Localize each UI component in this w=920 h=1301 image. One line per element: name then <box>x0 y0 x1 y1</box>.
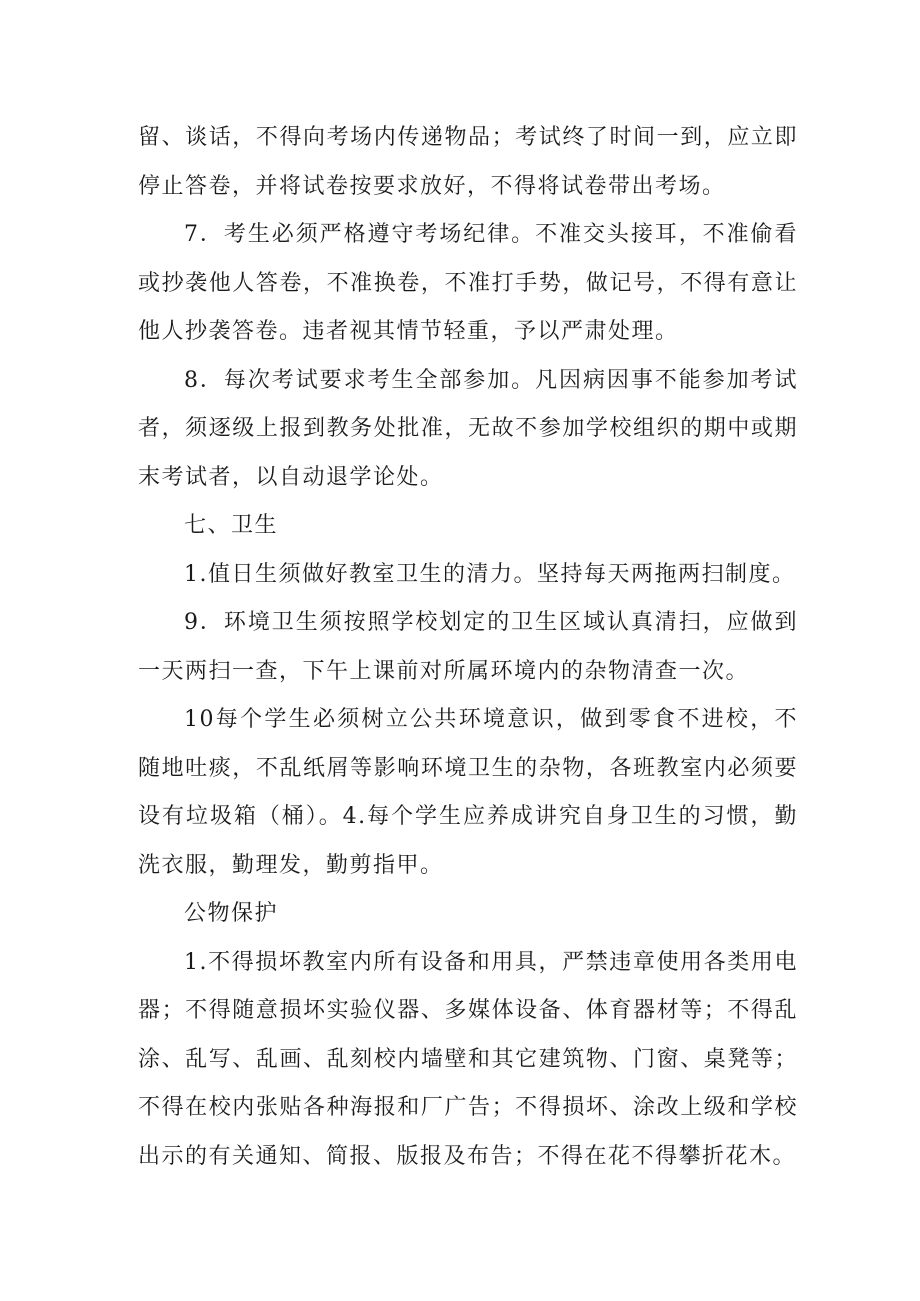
paragraph-hygiene-rule-10: 10每个学生必须树立公共环境意识，做到零食不进校，不随地吐痰，不乱纸屑等影响环境卫生的杂物，各班教室内必须要设有垃圾箱（桶）。4.每个学生应养成讲究自身卫生的习惯，勤洗衣服，勤理发，勤剪指甲。 <box>138 707 798 878</box>
section-heading-hygiene: 七、卫生 <box>184 513 279 538</box>
section-heading-property: 公物保护 <box>184 901 279 926</box>
document-body <box>138 114 798 1181</box>
paragraph-exam-continued: 留、谈话，不得向考场内传递物品；考试终了时间一到，应立即停止答卷，并将试卷按要求放好，不得将试卷带出考场。 <box>138 125 798 199</box>
paragraph-hygiene-rule-1: 1.值日生须做好教室卫生的清力。坚持每天两拖两扫制度。 <box>184 561 796 587</box>
paragraph-exam-rule-8: 8．每次考试要求考生全部参加。凡因病因事不能参加考试者，须逐级上报到教务处批准，无故不参加学校组织的期中或期末考试者，以自动退学论处。 <box>138 367 798 490</box>
paragraph-hygiene-rule-9: 9．环境卫生须按照学校划定的卫生区域认真清扫，应做到一天两扫一查，下午上课前对所属环境内的杂物清查一次。 <box>138 610 798 684</box>
paragraph-exam-rule-7: 7．考生必须严格遵守考场纪律。不准交头接耳，不准偷看或抄袭他人答卷，不准换卷，不准打手势，做记号，不得有意让他人抄袭答卷。违者视其情节轻重，予以严肃处理。 <box>138 222 798 344</box>
paragraph-property-rule-1: 1.不得损坏教室内所有设备和用具，严禁违章使用各类用电器；不得随意损坏实验仪器、多媒体设备、体育器材等；不得乱涂、乱写、乱画、乱刻校内墙壁和其它建筑物、门窗、桌凳等；不得在校内张贴各种海报和厂广告；不得损坏、涂改上级和学校出示的有关通知、简报、版报及布告；不得在花不得攀折花木。 <box>138 949 798 1169</box>
